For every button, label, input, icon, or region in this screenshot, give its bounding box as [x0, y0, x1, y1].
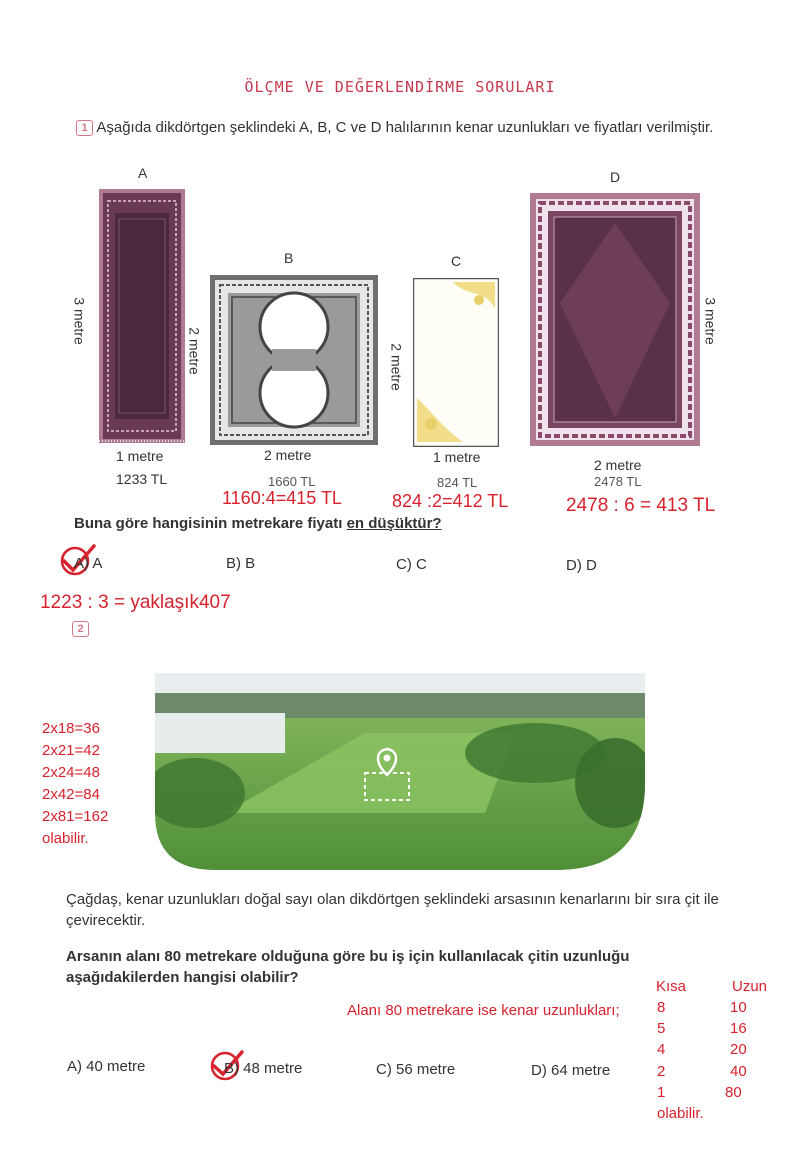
rug-d-bottom-label: 2 metre	[594, 457, 642, 473]
q2-table-row3-short: 4	[657, 1041, 666, 1058]
q2-option-b[interactable]: B) 48 metre	[224, 1060, 303, 1077]
q2-note-3: 2x24=48	[42, 764, 100, 781]
handwritten-d-calc: 2478 : 6 = 413 TL	[566, 495, 716, 516]
q2-table-row2-long: 16	[730, 1020, 747, 1037]
q2-table-row4-long: 40	[730, 1063, 747, 1080]
q2-table-header-short: Kısa	[656, 978, 687, 995]
q2-table-footer: olabilir.	[657, 1105, 704, 1122]
rug-d-image	[530, 193, 700, 446]
rug-a-image	[99, 189, 185, 443]
q2-note-5: 2x81=162	[42, 808, 109, 825]
rug-b-side-label: 2 metre	[186, 327, 203, 375]
rug-a-price: 1233 TL	[116, 471, 168, 487]
rug-a-name: A	[138, 165, 148, 181]
handwritten-b-calc: 1160:4=415 TL	[222, 488, 342, 508]
handwritten-c-calc: 824 :2=412 TL	[392, 491, 509, 511]
rug-b-price: 1660 TL	[268, 474, 316, 489]
q1-number: 1	[76, 120, 93, 136]
q2-number-box	[72, 620, 89, 638]
q1-option-d[interactable]: D) D	[566, 557, 597, 574]
q2-area-note: Alanı 80 metrekare ise kenar uzunlukları;	[347, 1002, 620, 1019]
q2-option-d[interactable]: D) 64 metre	[531, 1062, 611, 1079]
rug-c-price: 824 TL	[437, 475, 478, 490]
q2-number: 2	[72, 621, 89, 637]
q2-question: Arsanın alanı 80 metrekare olduğuna göre bu iş için kullanılacak çitin uzunluğu aşağıdakilerden hangisi olabilir?	[66, 948, 630, 986]
q2-table-row5-short: 1	[657, 1084, 666, 1101]
q2-table-row1-long: 10	[730, 999, 747, 1016]
q1-intro	[76, 118, 736, 138]
rug-d-price: 2478 TL	[594, 474, 642, 489]
q2-side-notes	[42, 718, 108, 850]
rug-a-side-label: 3 metre	[71, 297, 88, 345]
q2-text: Çağdaş, kenar uzunlukları doğal sayı olan dikdörtgen şeklindeki arsasının kenarlarını bir sıra çit ile çevirecektir.	[66, 891, 719, 929]
rug-c-image	[413, 278, 499, 447]
field-photo	[155, 673, 645, 870]
rug-d-name: D	[610, 169, 621, 185]
handwritten-a-calc: 1223 : 3 = yaklaşık407	[40, 592, 231, 613]
q2-table-row3-long: 20	[730, 1041, 747, 1058]
rug-b-bottom-label: 2 metre	[264, 447, 312, 463]
q1-question-emphasis: en düşüktür?	[346, 515, 442, 532]
rug-c-name: C	[451, 253, 462, 269]
q1-option-b[interactable]: B) B	[226, 555, 256, 572]
q2-table-row4-short: 2	[657, 1063, 666, 1080]
q2-option-c[interactable]: C) 56 metre	[376, 1061, 456, 1078]
page-title: ÖLÇME VE DEĞERLENDİRME SORULARI	[244, 78, 556, 96]
rug-d-side-label: 3 metre	[702, 297, 719, 345]
rug-b-name: B	[284, 250, 294, 266]
q2-table-header-long: Uzun	[732, 978, 768, 995]
q2-option-a[interactable]: A) 40 metre	[67, 1058, 146, 1075]
q2-note-6: olabilir.	[42, 830, 89, 847]
q2-note-4: 2x42=84	[42, 786, 100, 803]
q2-note-2: 2x21=42	[42, 742, 100, 759]
q1-option-a[interactable]: A) A	[74, 555, 103, 572]
q1-intro-text: Aşağıda dikdörtgen şeklindeki A, B, C ve D halılarının kenar uzunlukları ve fiyatları verilmiştir.	[96, 119, 714, 136]
q1-option-c[interactable]: C) C	[396, 556, 427, 573]
q2-table-row1-short: 8	[657, 999, 666, 1016]
rug-b-image	[210, 275, 378, 445]
rug-a-bottom-label: 1 metre	[116, 448, 164, 464]
rug-c-bottom-label: 1 metre	[433, 449, 481, 465]
q1-question-start: Buna göre hangisinin metrekare fiyatı	[74, 515, 347, 532]
q2-table-row2-short: 5	[657, 1020, 666, 1037]
rug-c-side-label: 2 metre	[388, 343, 405, 391]
q2-table-row5-long: 80	[725, 1084, 742, 1101]
q1-question	[74, 515, 442, 532]
q2-note-1: 2x18=36	[42, 720, 100, 737]
